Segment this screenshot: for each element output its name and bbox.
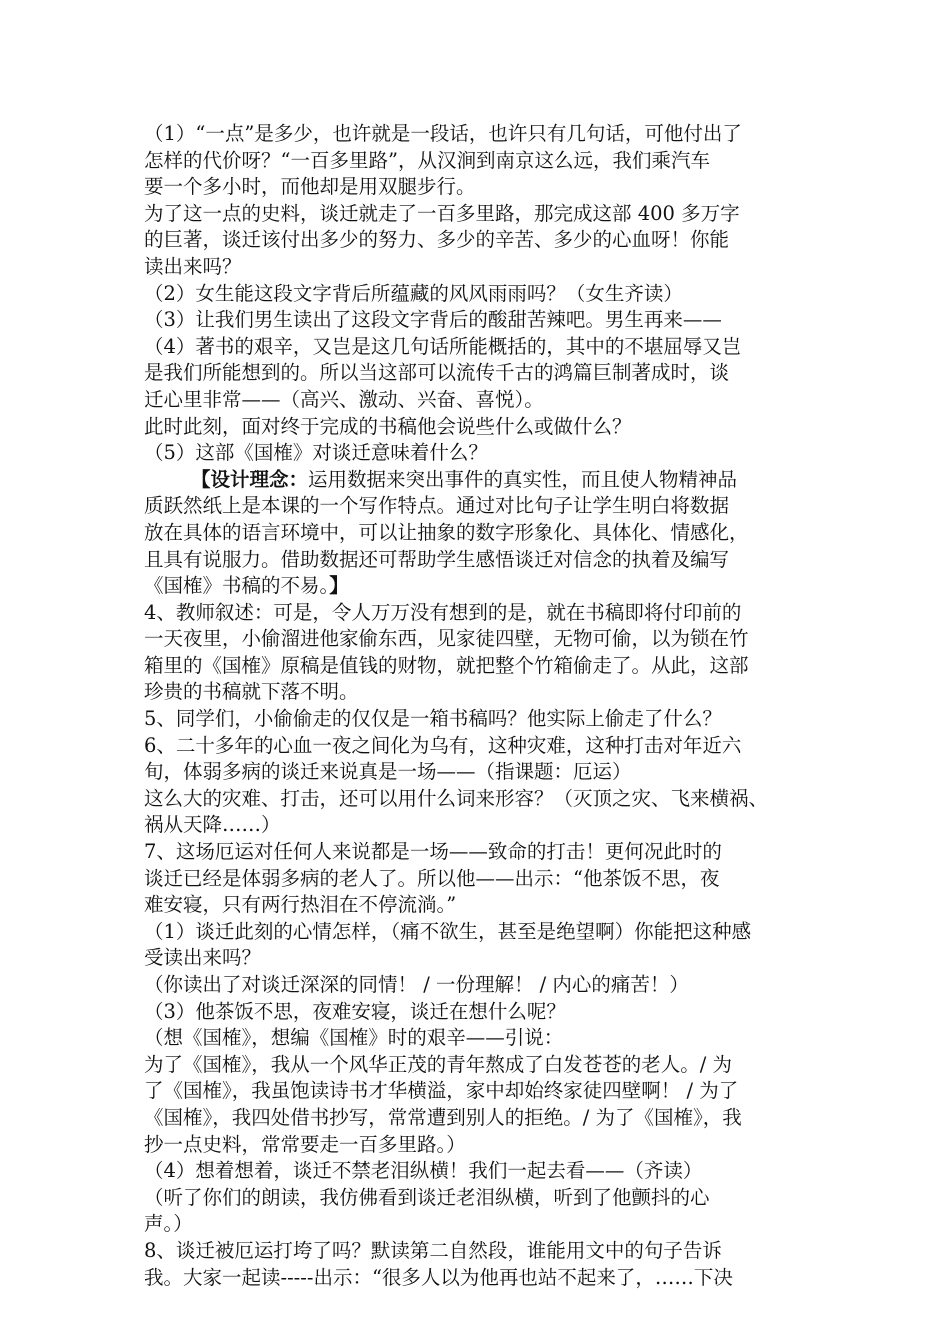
text-line: 箱里的《国榷》原稿是值钱的财物，就把整个竹箱偷走了。从此，这部 bbox=[144, 653, 749, 677]
text-line: 声。） bbox=[144, 1212, 193, 1236]
text-line: 怎样的代价呀？“一百多里路”，从汉涧到南京这么远，我们乘汽车 bbox=[144, 148, 710, 172]
text-line: （听了你们的朗读，我仿佛看到谈迁老泪纵横，听到了他颤抖的心 bbox=[144, 1185, 710, 1209]
text-line: 受读出来吗？ bbox=[144, 946, 262, 970]
text-line: 一天夜里，小偷溜进他家偷东西，见家徒四壁，无物可偷，以为锁在竹 bbox=[144, 627, 749, 651]
text-line: 7、这场厄运对任何人来说都是一场——致命的打击！更何况此时的 bbox=[144, 840, 722, 864]
design-note-text: 运用数据来突出事件的真实性，而且使人物精神品 bbox=[308, 467, 738, 491]
design-note-text: 《国榷》书稿的不易。 bbox=[144, 574, 330, 598]
text-line: 为了这一点的史料，谈迁就走了一百多里路，那完成这部 400 多万字 bbox=[144, 201, 740, 225]
text-line: 5、同学们，小偷偷走的仅仅是一箱书稿吗？他实际上偷走了什么？ bbox=[144, 707, 722, 731]
text-line: （1）谈迁此刻的心情怎样，（痛不欲生，甚至是绝望啊）你能把这种感 bbox=[144, 919, 752, 943]
text-line: （想《国榷》，想编《国榷》时的艰辛——引说： bbox=[144, 1026, 564, 1050]
text-line: 此时此刻，面对终于完成的书稿他会说些什么或做什么？ bbox=[144, 414, 632, 438]
document-body bbox=[144, 121, 812, 1291]
text-line: （5）这部《国榷》对谈迁意味着什么？ bbox=[144, 441, 488, 465]
text-line: 祸从天降……） bbox=[144, 813, 281, 837]
design-note-line: 放在具体的语言环境中，可以让抽象的数字形象化、具体化、情感化， bbox=[144, 520, 749, 544]
text-line: 4、教师叙述：可是，令人万万没有想到的是，就在书稿即将付印前的 bbox=[144, 600, 742, 624]
text-line: （3）他茶饭不思，夜难安寝，谈迁在想什么呢？ bbox=[144, 999, 566, 1023]
text-line: 迁心里非常——（高兴、激动、兴奋、喜悦）。 bbox=[144, 387, 544, 411]
design-note-last-line bbox=[144, 573, 812, 600]
text-line: 谈迁已经是体弱多病的老人了。所以他——出示：“他茶饭不思，夜 bbox=[144, 866, 720, 890]
text-line: 难安寝，只有两行热泪在不停流淌。” bbox=[144, 893, 457, 917]
text-line: 读出来吗？ bbox=[144, 254, 242, 278]
text-line: （你读出了对谈迁深深的同情！ / 一份理解！ / 内心的痛苦！） bbox=[144, 973, 689, 996]
text-line: （2）女生能这段文字背后所蕴藏的风风雨雨吗？（女生齐读） bbox=[144, 281, 683, 305]
text-line: 是我们所能想到的。所以当这部可以流传千古的鸿篇巨制著成时，谈 bbox=[144, 361, 730, 385]
text-line: 的巨著，谈迁该付出多少的努力、多少的辛苦、多少的心血呀！你能 bbox=[144, 228, 730, 252]
design-note-line: 质跃然纸上是本课的一个写作特点。通过对比句子让学生明白将数据 bbox=[144, 494, 730, 518]
text-line: 为了《国榷》，我从一个风华正茂的青年熬成了白发苍苍的老人。/ 为 bbox=[144, 1052, 733, 1076]
design-note-close: 】 bbox=[329, 574, 349, 598]
text-line: （1）“一点”是多少，也许就是一段话，也许只有几句话，可他付出了 bbox=[144, 122, 742, 145]
design-note-label: 【设计理念： bbox=[191, 467, 309, 491]
text-line: （4）想着想着，谈迁不禁老泪纵横！我们一起去看——（齐读） bbox=[144, 1159, 703, 1183]
design-note-line: 且具有说服力。借助数据还可帮助学生感悟谈迁对信念的执着及编写 bbox=[144, 547, 730, 571]
text-line: 我。大家一起读-----出示：“很多人以为他再也站不起来了，……下决 bbox=[144, 1265, 733, 1289]
text-line: 《国榷》，我四处借书抄写，常常遭到别人的拒绝。/ 为了《国榷》，我 bbox=[144, 1105, 742, 1129]
text-line: 旬，体弱多病的谈迁来说真是一场——（指课题：厄运） bbox=[144, 760, 632, 784]
design-note-first-line bbox=[144, 467, 812, 494]
text-line: 这么大的灾难、打击，还可以用什么词来形容？（灭顶之灾、飞来横祸、 bbox=[144, 786, 769, 810]
text-line: （3）让我们男生读出了这段文字背后的酸甜苦辣吧。男生再来—— bbox=[144, 308, 722, 332]
text-line: 8、谈迁被厄运打垮了吗？默读第二自然段，谁能用文中的句子告诉 bbox=[144, 1238, 722, 1262]
text-line: 要一个多小时，而他却是用双腿步行。 bbox=[144, 175, 476, 199]
text-line: 了《国榷》，我虽饱读诗书才华横溢，家中却始终家徒四壁啊！ / 为了 bbox=[144, 1079, 739, 1103]
text-line: 6、二十多年的心血一夜之间化为乌有，这种灾难，这种打击对年近六 bbox=[144, 733, 742, 757]
text-line: 珍贵的书稿就下落不明。 bbox=[144, 680, 359, 704]
text-line: 抄一点史料，常常要走一百多里路。） bbox=[144, 1132, 466, 1156]
text-line: （4）著书的艰辛，又岂是这几句话所能概括的，其中的不堪屈辱又岂 bbox=[144, 334, 742, 358]
